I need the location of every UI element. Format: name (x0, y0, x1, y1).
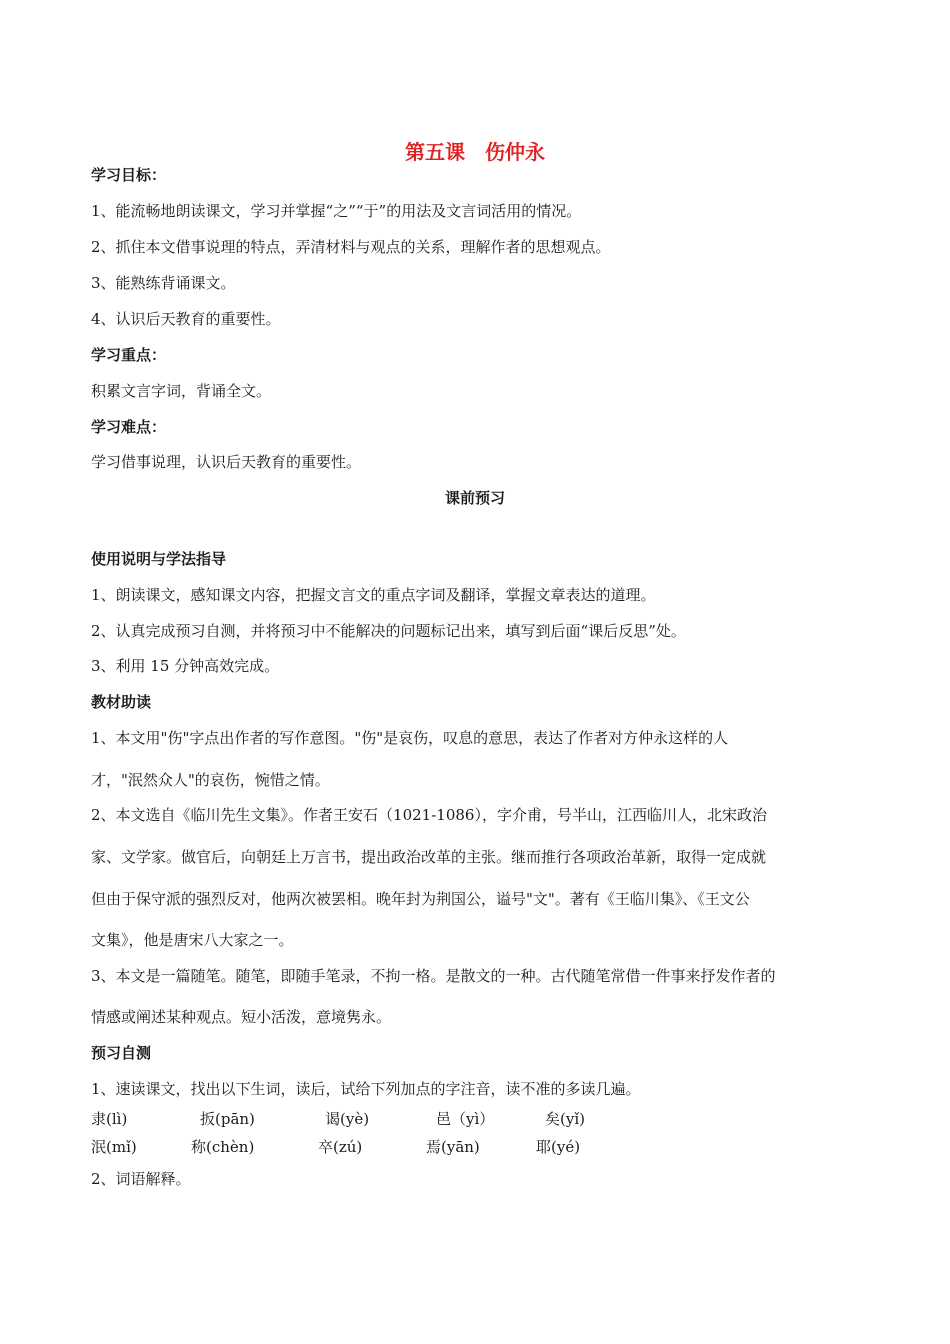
goal-item: 1、能流畅地朗读课文，学习并掌握“之”“于”的用法及文言词活用的情况。 (91, 202, 582, 220)
pinyin-item: 扳(pān) (200, 1110, 255, 1128)
textbook-paragraph-line: 情感或阐述某种观点。短小活泼，意境隽永。 (91, 1008, 392, 1026)
pinyin-item: 隶(lì) (91, 1110, 128, 1128)
instruction-item: 2、认真完成预习自测，并将预习中不能解决的问题标记出来，填写到后面“课后反思”处。 (91, 622, 686, 640)
pinyin-item: 谒(yè) (325, 1110, 370, 1128)
focus-heading: 学习重点： (91, 346, 167, 364)
textbook-paragraph-line: 2、本文选自《临川先生文集》。作者王安石（1021-1086），字介甫，号半山，江西临川人，北宋政治 (91, 806, 767, 824)
focus-text: 积累文言字词，背诵全文。 (91, 382, 272, 400)
pinyin-item: 矣(yǐ) (545, 1110, 585, 1128)
preview-heading: 课前预习 (444, 489, 505, 507)
textbook-paragraph-line: 家、文学家。做官后，向朝廷上万言书，提出政治改革的主张。继而推行各项政治革新，取得一定成就 (91, 848, 767, 866)
instruction-item: 1、朗读课文，感知课文内容，把握文言文的重点字词及翻译，掌握文章表达的道理。 (91, 586, 656, 604)
textbook-paragraph-line: 1、本文用"伤"字点出作者的写作意图。"伤"是哀伤，叹息的意思，表达了作者对方仲永这样的人 (91, 729, 729, 747)
textbook-paragraph-line: 3、本文是一篇随笔。随笔，即随手笔录，不拘一格。是散文的一种。古代随笔常借一件事来抒发作者的 (91, 967, 776, 985)
goals-heading: 学习目标： (91, 166, 167, 184)
goal-item: 4、认识后天教育的重要性。 (91, 310, 281, 328)
instructions-heading: 使用说明与学法指导 (91, 550, 227, 568)
selftest-question: 1、速读课文，找出以下生词，读后，试给下列加点的字注音，读不准的多读几遍。 (91, 1080, 641, 1098)
pinyin-item: 称(chèn) (191, 1138, 255, 1156)
pinyin-item: 卒(zú) (318, 1138, 363, 1156)
pinyin-item: 邑（yì） (436, 1110, 495, 1128)
difficulty-heading: 学习难点： (91, 418, 167, 436)
textbook-heading: 教材助读 (91, 693, 152, 711)
textbook-paragraph-line: 才，"泯然众人"的哀伤，惋惜之情。 (91, 771, 330, 789)
goal-item: 2、抓住本文借事说理的特点，弄清材料与观点的关系，理解作者的思想观点。 (91, 238, 611, 256)
selftest-heading: 预习自测 (91, 1044, 152, 1062)
lesson-title: 第五课 伤仲永 (405, 140, 545, 164)
textbook-paragraph-line: 但由于保守派的强烈反对，他两次被罢相。晚年封为荆国公，谥号"文"。著有《王临川集》、《王文公 (91, 890, 750, 908)
textbook-paragraph-line: 文集》，他是唐宋八大家之一。 (91, 931, 294, 949)
instruction-item: 3、利用 15 分钟高效完成。 (91, 657, 280, 675)
pinyin-item: 泯(mǐ) (91, 1138, 137, 1156)
pinyin-item: 耶(yé) (536, 1138, 581, 1156)
selftest-question: 2、词语解释。 (91, 1170, 191, 1188)
difficulty-text: 学习借事说理，认识后天教育的重要性。 (91, 453, 362, 471)
goal-item: 3、能熟练背诵课文。 (91, 274, 236, 292)
pinyin-item: 焉(yān) (426, 1138, 480, 1156)
